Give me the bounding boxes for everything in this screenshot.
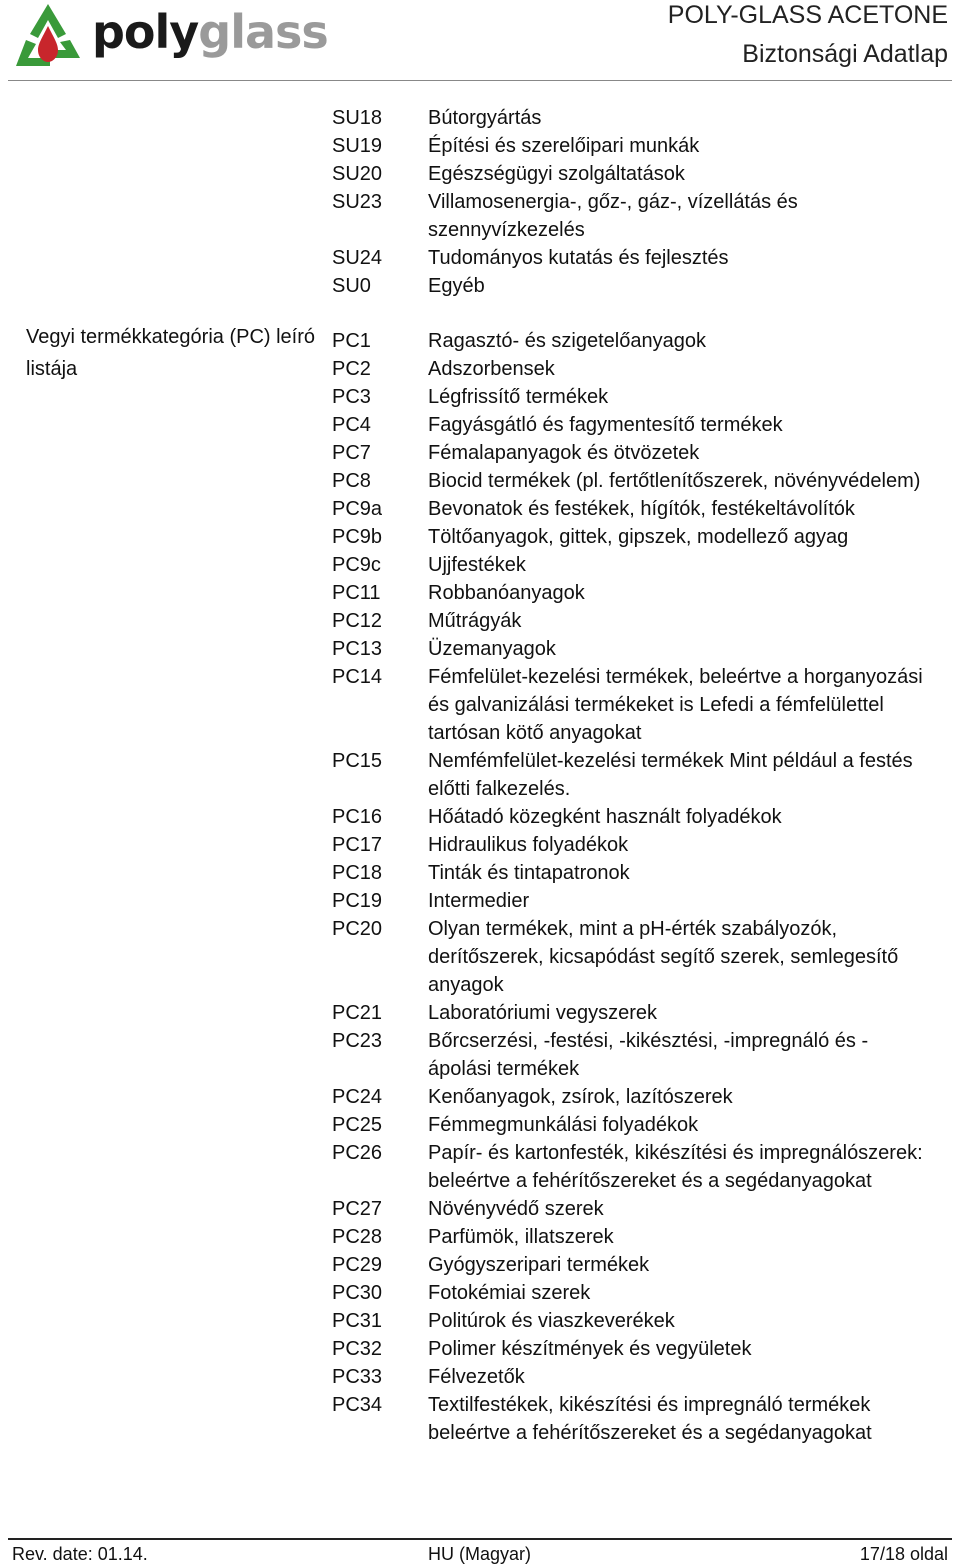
pc-row-description: Légfrissítő termékek — [428, 386, 609, 408]
pc-row-code: PC1 — [332, 330, 371, 352]
pc-row — [0, 411, 960, 439]
pc-row — [0, 607, 960, 635]
pc-row-description: Ragasztó- és szigetelőanyagok — [428, 330, 706, 352]
page-number: 17/18 oldal — [859, 1544, 948, 1564]
pc-row-code: PC17 — [332, 834, 383, 856]
pc-row-description: Műtrágyák — [428, 610, 522, 632]
pc-row-description: Hőátadó közegként használt folyadékok — [428, 806, 782, 828]
pc-row-code: PC34 — [332, 1394, 383, 1416]
pc-row-code: PC9a — [332, 498, 383, 520]
pc-row-code: PC8 — [332, 470, 371, 492]
pc-row — [0, 747, 960, 803]
su-row-description: Tudományos kutatás és fejlesztés — [428, 247, 729, 269]
pc-category-label: Vegyi termékkategória (PC) leíró listája — [26, 326, 316, 380]
pc-row — [0, 467, 960, 495]
language-label: HU (Magyar) — [428, 1544, 532, 1564]
su-list — [0, 104, 960, 300]
pc-row-description: Nemfémfelület-kezelési termékek Mint például a festés előtti falkezelés. — [428, 750, 913, 800]
pc-row — [0, 495, 960, 523]
pc-row — [0, 859, 960, 887]
pc-row — [0, 663, 960, 747]
pc-row-code: PC13 — [332, 638, 383, 660]
pc-row — [0, 1391, 960, 1447]
pc-row-code: PC14 — [332, 666, 383, 688]
pc-row-code: PC28 — [332, 1226, 383, 1248]
su-row — [0, 104, 960, 132]
pc-row-code: PC9b — [332, 526, 383, 548]
use-descriptor-content — [0, 104, 960, 1447]
pc-row-code: PC7 — [332, 442, 371, 464]
page-footer — [0, 1538, 960, 1566]
pc-row-description: Hidraulikus folyadékok — [428, 834, 629, 856]
pc-row — [0, 1251, 960, 1279]
su-row-description: Egyéb — [428, 275, 485, 297]
pc-row-description: Fémalapanyagok és ötvözetek — [428, 442, 700, 464]
pc-row-code: PC24 — [332, 1086, 383, 1108]
pc-row-description: Parfümök, illatszerek — [428, 1226, 614, 1248]
revision-date: Rev. date: 01.14. — [12, 1544, 148, 1564]
su-row-code: SU24 — [332, 247, 383, 269]
pc-row-code: PC27 — [332, 1198, 383, 1220]
pc-row — [0, 1335, 960, 1363]
pc-row — [0, 915, 960, 999]
pc-row-description: Intermedier — [428, 890, 530, 912]
su-row-description: Építési és szerelőipari munkák — [428, 135, 700, 157]
pc-row-description: Polimer készítmények és vegyületek — [428, 1338, 752, 1360]
pc-row-description: Kenőanyagok, zsírok, lazítószerek — [428, 1086, 733, 1108]
pc-row — [0, 551, 960, 579]
pc-row-code: PC3 — [332, 386, 371, 408]
pc-row-description: Félvezetők — [428, 1366, 525, 1388]
su-row-description: Villamosenergia-, gőz-, gáz-, vízellátás és szennyvízkezelés — [428, 191, 798, 241]
pc-row — [0, 1223, 960, 1251]
pc-row-description: Bőrcserzési, -festési, -kikésztési, -impregnáló és - ápolási termékek — [428, 1030, 869, 1080]
pc-row-code: PC21 — [332, 1002, 383, 1024]
pc-row — [0, 523, 960, 551]
pc-row — [0, 439, 960, 467]
header-divider — [8, 80, 952, 81]
su-row — [0, 272, 960, 300]
pc-row-code: PC29 — [332, 1254, 383, 1276]
pc-row — [0, 327, 960, 355]
pc-row — [0, 1083, 960, 1111]
su-row-code: SU18 — [332, 107, 383, 129]
pc-row-code: PC30 — [332, 1282, 383, 1304]
pc-row-code: PC15 — [332, 750, 383, 772]
pc-row-code: PC9c — [332, 554, 381, 576]
pc-row-code: PC19 — [332, 890, 383, 912]
pc-row — [0, 635, 960, 663]
brand-part-poly: poly — [92, 5, 199, 59]
pc-row — [0, 1307, 960, 1335]
pc-row-description: Fémfelület-kezelési termékek, beleértve a horganyozási és galvanizálási termékeket is Lefedi a fémfelülettel tartósan kötő anyagokat — [428, 666, 923, 744]
pc-row — [0, 999, 960, 1027]
pc-row — [0, 803, 960, 831]
pc-row-description: Gyógyszeripari termékek — [428, 1254, 650, 1276]
pc-row-description: Textilfestékek, kikészítési és impregnáló termékek beleértve a fehérítőszereket és a segédanyagokat — [428, 1394, 872, 1444]
pc-row — [0, 887, 960, 915]
pc-row — [0, 579, 960, 607]
brand-wordmark — [92, 4, 328, 60]
pc-row-description: Robbanóanyagok — [428, 582, 585, 604]
pc-row-description: Fémmegmunkálási folyadékok — [428, 1114, 699, 1136]
product-title: POLY-GLASS ACETONE — [667, 1, 948, 29]
pc-row-code: PC11 — [332, 582, 381, 604]
su-row — [0, 188, 960, 244]
pc-row-description: Fagyásgátló és fagymentesítő termékek — [428, 414, 783, 436]
pc-row-code: PC31 — [332, 1310, 383, 1332]
pc-row-description: Növényvédő szerek — [428, 1198, 604, 1220]
su-row — [0, 132, 960, 160]
pc-row — [0, 383, 960, 411]
pc-row — [0, 1111, 960, 1139]
su-row-code: SU19 — [332, 135, 383, 157]
su-row — [0, 160, 960, 188]
pc-row — [0, 355, 960, 383]
document-subtitle: Biztonsági Adatlap — [742, 40, 948, 68]
su-row-code: SU23 — [332, 191, 383, 213]
su-row-description: Bútorgyártás — [428, 107, 542, 129]
pc-row-description: Adszorbensek — [428, 358, 555, 380]
pc-row — [0, 1027, 960, 1083]
pc-row-description: Bevonatok és festékek, hígítók, festékeltávolítók — [428, 498, 855, 520]
document-title-block — [668, 0, 948, 69]
pc-row-code: PC18 — [332, 862, 383, 884]
brand-part-glass: glass — [198, 5, 328, 59]
pc-list — [0, 327, 960, 1447]
su-row-code: SU20 — [332, 163, 383, 185]
pc-row-description: Politúrok és viaszkeverékek — [428, 1310, 675, 1332]
pc-row-code: PC33 — [332, 1366, 383, 1388]
pc-row-description: Biocid termékek (pl. fertőtlenítőszerek, növényvédelem) — [428, 470, 921, 492]
pc-row — [0, 1139, 960, 1195]
pc-row-code: PC16 — [332, 806, 383, 828]
pc-row-description: Üzemanyagok — [428, 638, 556, 660]
pc-row — [0, 831, 960, 859]
page-header — [0, 0, 960, 80]
pc-row — [0, 1279, 960, 1307]
pc-row — [0, 1363, 960, 1391]
pc-row-description: Papír- és kartonfesték, kikészítési és impregnálószerek: beleértve a fehérítőszereket és a segédanyagokat — [428, 1142, 923, 1192]
pc-row-code: PC2 — [332, 358, 371, 380]
footer-divider — [8, 1538, 952, 1540]
pc-row-code: PC25 — [332, 1114, 383, 1136]
pc-row-code: PC23 — [332, 1030, 383, 1052]
su-row-code: SU0 — [332, 275, 371, 297]
pc-row-description: Laboratóriumi vegyszerek — [428, 1002, 657, 1024]
pc-row-code: PC20 — [332, 918, 383, 940]
pc-row-code: PC26 — [332, 1142, 383, 1164]
pc-row-code: PC32 — [332, 1338, 383, 1360]
pc-row-description: Tinták és tintapatronok — [428, 862, 630, 884]
pc-row — [0, 1195, 960, 1223]
pc-row-code: PC12 — [332, 610, 383, 632]
pc-row-code: PC4 — [332, 414, 371, 436]
pc-row-description: Olyan termékek, mint a pH-érték szabályozók, derítőszerek, kicsapódást segítő szerek, semlegesítő anyagok — [428, 918, 899, 996]
pc-row-description: Töltőanyagok, gittek, gipszek, modellező agyag — [428, 526, 849, 548]
pc-row-description: Ujjfestékek — [428, 554, 526, 576]
su-row — [0, 244, 960, 272]
pc-row-description: Fotokémiai szerek — [428, 1282, 591, 1304]
su-row-description: Egészségügyi szolgáltatások — [428, 163, 685, 185]
